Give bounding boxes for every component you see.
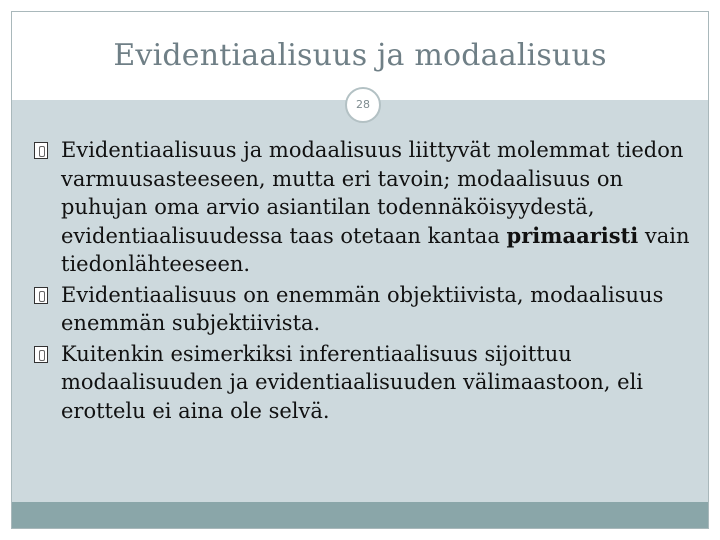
slide xyxy=(11,11,709,529)
bullet-marker-icon xyxy=(34,287,48,304)
bullet-marker-icon xyxy=(34,346,48,363)
bullet-emphasis: primaaristi xyxy=(506,222,639,248)
bullet-list xyxy=(34,136,699,427)
bullet-item xyxy=(34,340,699,426)
bullet-marker-icon xyxy=(34,142,48,159)
bullet-text: Kuitenkin esimerkiksi inferentiaalisuus sijoittuu modaalisuuden ja evidentiaalisuuden välimaastoon, eli erottelu ei aina ole selvä. xyxy=(61,341,644,423)
bullet-item xyxy=(34,136,699,279)
bullet-text-end: vain tiedonlähteeseen. xyxy=(61,223,690,276)
bullet-item xyxy=(34,281,699,338)
slide-title: Evidentiaalisuus ja modaalisuus xyxy=(113,38,607,73)
slide-number: 28 xyxy=(356,98,370,111)
bullet-text: Evidentiaalisuus on enemmän objektiivista, modaalisuus enemmän subjektiivista. xyxy=(61,282,664,335)
bullet-text: Evidentiaalisuus ja modaalisuus liittyvät molemmat tiedon varmuusasteeseen, mutta eri tavoin; modaalisuus on puhujan oma arvio asiantilan todennäköisyydestä, evidentiaalisuudessa taas otetaan kantaa xyxy=(61,138,684,248)
slide-number-badge xyxy=(345,87,381,123)
content-area xyxy=(12,100,708,504)
footer-bar xyxy=(12,502,708,528)
